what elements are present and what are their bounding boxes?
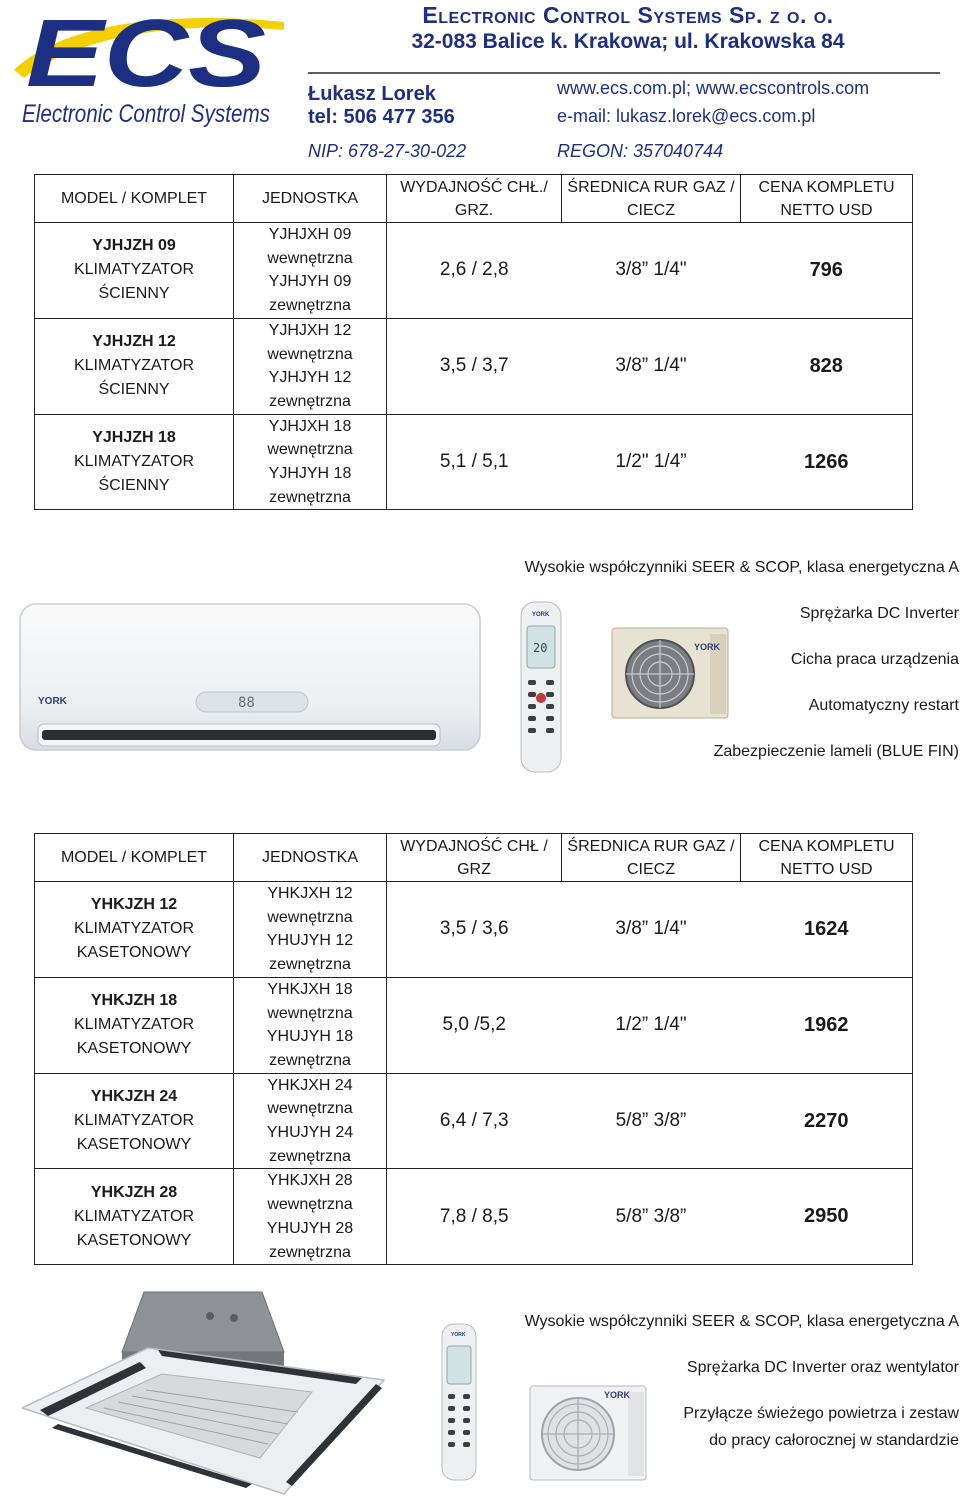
indoor-label: wewnętrzna	[267, 345, 353, 363]
model-cell	[35, 1073, 234, 1169]
cassette-unit-image	[22, 1288, 388, 1500]
model-type: KLIMATYZATOR	[73, 1112, 194, 1130]
header-model: MODEL / KOMPLET	[35, 834, 234, 882]
table-row	[35, 1073, 913, 1169]
outdoor-unit-brand: YORK	[694, 642, 721, 652]
indoor-code: YHKJXH 12	[267, 885, 353, 902]
model-code: YHKJZH 28	[90, 1183, 178, 1201]
logo-subtitle: Electronic Control Systems	[22, 100, 270, 128]
indoor-label: wewnętrzna	[267, 441, 353, 459]
table-row	[35, 977, 913, 1073]
header-unit: JEDNOSTKA	[234, 834, 387, 882]
model-kind: ŚCIENNY	[98, 381, 170, 399]
model-code: YJHJZH 09	[92, 237, 176, 255]
performance-cell: 5,1 / 5,1	[387, 414, 562, 510]
table-row	[35, 318, 913, 414]
model-kind: KASETONOWY	[76, 1136, 192, 1154]
model-code: YHKJZH 12	[90, 896, 178, 914]
model-type: KLIMATYZATOR	[73, 261, 194, 279]
model-type: KLIMATYZATOR	[73, 1207, 194, 1225]
header-divider	[308, 72, 940, 74]
cassette-units-price-table	[34, 833, 913, 1265]
cassette-remote-image	[440, 1322, 478, 1484]
price-cell: 2950	[741, 1169, 913, 1265]
indoor-label: wewnętrzna	[267, 1196, 353, 1214]
outdoor-code: YHUJYH 18	[266, 1028, 354, 1046]
table-row	[35, 882, 913, 978]
model-kind: ŚCIENNY	[98, 285, 170, 303]
model-code: YJHJZH 18	[92, 429, 176, 447]
model-type: KLIMATYZATOR	[73, 357, 194, 375]
outdoor-label: zewnętrzna	[269, 956, 351, 974]
contact-name: Łukasz Lorek	[308, 83, 436, 105]
model-type: KLIMATYZATOR	[73, 1016, 194, 1034]
model-cell	[35, 223, 234, 319]
unit-cell	[234, 414, 387, 510]
table-row	[35, 1169, 913, 1265]
indoor-code: YHKJXH 18	[267, 980, 353, 998]
cassette-remote-brand: YORK	[451, 1332, 466, 1338]
header-performance: WYDAJNOŚĆ CHŁ / GRZ	[387, 834, 562, 882]
pipes-cell: 5/8” 3/8”	[562, 1073, 741, 1169]
outdoor-code: YHUJYH 28	[266, 1219, 354, 1237]
wall-units-price-table	[34, 174, 913, 510]
contact-regon: REGON: 357040744	[557, 141, 724, 161]
table-row	[35, 414, 913, 510]
indoor-display: 88	[238, 695, 255, 711]
pipes-cell: 3/8” 1/4"	[562, 223, 741, 319]
price-cell: 2270	[741, 1073, 913, 1169]
model-kind: KASETONOWY	[76, 944, 192, 962]
svg-text:ECS: ECS	[26, 0, 266, 107]
indoor-code: YJHJXH 12	[268, 321, 352, 339]
unit-cell	[234, 223, 387, 319]
feature-item: do pracy całorocznej w standardzie	[709, 1432, 959, 1449]
wall-unit-image	[18, 598, 484, 756]
pipes-cell: 3/8” 1/4"	[562, 318, 741, 414]
indoor-code: YJHJXH 09	[268, 226, 352, 243]
indoor-label: wewnętrzna	[267, 1004, 353, 1022]
unit-cell	[234, 318, 387, 414]
outdoor-code: YHUJYH 12	[266, 932, 354, 950]
feature-item: Automatyczny restart	[808, 697, 959, 714]
feature-item: Wysokie współczynniki SEER & SCOP, klasa energetyczna A	[524, 559, 959, 576]
unit-cell	[234, 1169, 387, 1265]
table-header-row	[35, 175, 913, 223]
indoor-label: wewnętrzna	[267, 1100, 353, 1118]
table-header-row	[35, 834, 913, 882]
pipes-cell: 3/8” 1/4"	[562, 882, 741, 978]
company-name: Electronic Control Systems Sp. z o. o.	[422, 2, 834, 28]
outdoor-label: zewnętrzna	[269, 1051, 351, 1069]
cassette-outdoor-brand: YORK	[604, 1390, 631, 1400]
remote-brand: YORK	[532, 612, 550, 618]
indoor-code: YJHJXH 18	[268, 417, 352, 435]
outdoor-code: YJHJYH 09	[268, 273, 352, 291]
contact-email[interactable]: e-mail: lukasz.lorek@ecs.com.pl	[557, 106, 816, 126]
model-kind: KASETONOWY	[76, 1231, 192, 1249]
contact-nip: NIP: 678-27-30-022	[308, 141, 467, 161]
outdoor-label: zewnętrzna	[269, 488, 351, 506]
wall-unit-brand: YORK	[38, 696, 67, 707]
model-code: YHKJZH 18	[90, 992, 178, 1010]
performance-cell: 5,0 /5,2	[387, 977, 562, 1073]
table-row	[35, 223, 913, 319]
performance-cell: 3,5 / 3,6	[387, 882, 562, 978]
contact-phone: tel: 506 477 356	[308, 106, 455, 128]
company-logo	[8, 0, 298, 140]
header-pipes: ŚREDNICA RUR GAZ / CIECZ	[562, 834, 741, 882]
unit-cell	[234, 977, 387, 1073]
feature-item: Sprężarka DC Inverter oraz wentylator	[686, 1359, 959, 1376]
header-price: CENA KOMPLETU NETTO USD	[741, 834, 913, 882]
performance-cell: 3,5 / 3,7	[387, 318, 562, 414]
indoor-label: wewnętrzna	[267, 908, 353, 926]
indoor-label: wewnętrzna	[267, 249, 353, 267]
model-type: KLIMATYZATOR	[73, 453, 194, 471]
model-cell	[35, 414, 234, 510]
model-type: KLIMATYZATOR	[73, 920, 194, 938]
price-cell: 1266	[741, 414, 913, 510]
header-performance: WYDAJNOŚĆ CHŁ./ GRZ.	[387, 175, 562, 223]
performance-cell: 7,8 / 8,5	[387, 1169, 562, 1265]
features-wall-units	[525, 554, 959, 784]
header-unit: JEDNOSTKA	[234, 175, 387, 223]
model-cell	[35, 1169, 234, 1265]
features-cassette-units	[525, 1308, 959, 1454]
feature-item: Zabezpieczenie lameli (BLUE FIN)	[713, 743, 959, 760]
indoor-code: YHKJXH 24	[267, 1076, 353, 1094]
outdoor-label: zewnętrzna	[269, 1243, 351, 1261]
header-pipes: ŚREDNICA RUR GAZ / CIECZ	[562, 175, 741, 223]
feature-item: Przyłącze świeżego powietrza i zestaw	[683, 1405, 959, 1422]
logo-letters	[26, 0, 266, 107]
price-cell: 796	[741, 223, 913, 319]
model-kind: KASETONOWY	[76, 1040, 192, 1058]
price-cell: 1962	[741, 977, 913, 1073]
performance-cell: 6,4 / 7,3	[387, 1073, 562, 1169]
feature-item: Cicha praca urządzenia	[790, 651, 959, 668]
outdoor-label: zewnętrzna	[269, 1147, 351, 1165]
model-cell	[35, 977, 234, 1073]
indoor-code: YHKJXH 28	[267, 1172, 353, 1190]
pipes-cell: 1/2" 1/4”	[562, 414, 741, 510]
contact-websites[interactable]: www.ecs.com.pl; www.ecscontrols.com	[557, 78, 870, 98]
outdoor-code: YJHJYH 18	[268, 465, 352, 483]
outdoor-label: zewnętrzna	[269, 392, 351, 410]
model-cell	[35, 882, 234, 978]
unit-cell	[234, 1073, 387, 1169]
pipes-cell: 5/8” 3/8”	[562, 1169, 741, 1265]
unit-cell	[234, 882, 387, 978]
outdoor-code: YHUJYH 24	[266, 1124, 354, 1142]
feature-item: Sprężarka DC Inverter	[799, 605, 959, 622]
price-cell: 1624	[741, 882, 913, 978]
remote-display: 20	[533, 641, 548, 655]
model-code: YHKJZH 24	[90, 1088, 178, 1106]
performance-cell: 2,6 / 2,8	[387, 223, 562, 319]
feature-item: Wysokie współczynniki SEER & SCOP, klasa energetyczna A	[524, 1313, 959, 1330]
header-model: MODEL / KOMPLET	[35, 175, 234, 223]
price-cell: 828	[741, 318, 913, 414]
outdoor-label: zewnętrzna	[269, 297, 351, 315]
model-cell	[35, 318, 234, 414]
model-code: YJHJZH 12	[92, 333, 176, 351]
company-address: 32-083 Balice k. Krakowa; ul. Krakowska 84	[411, 30, 845, 53]
header-price: CENA KOMPLETU NETTO USD	[741, 175, 913, 223]
outdoor-code: YJHJYH 12	[268, 369, 352, 387]
model-kind: ŚCIENNY	[98, 477, 170, 495]
pipes-cell: 1/2” 1/4"	[562, 977, 741, 1073]
